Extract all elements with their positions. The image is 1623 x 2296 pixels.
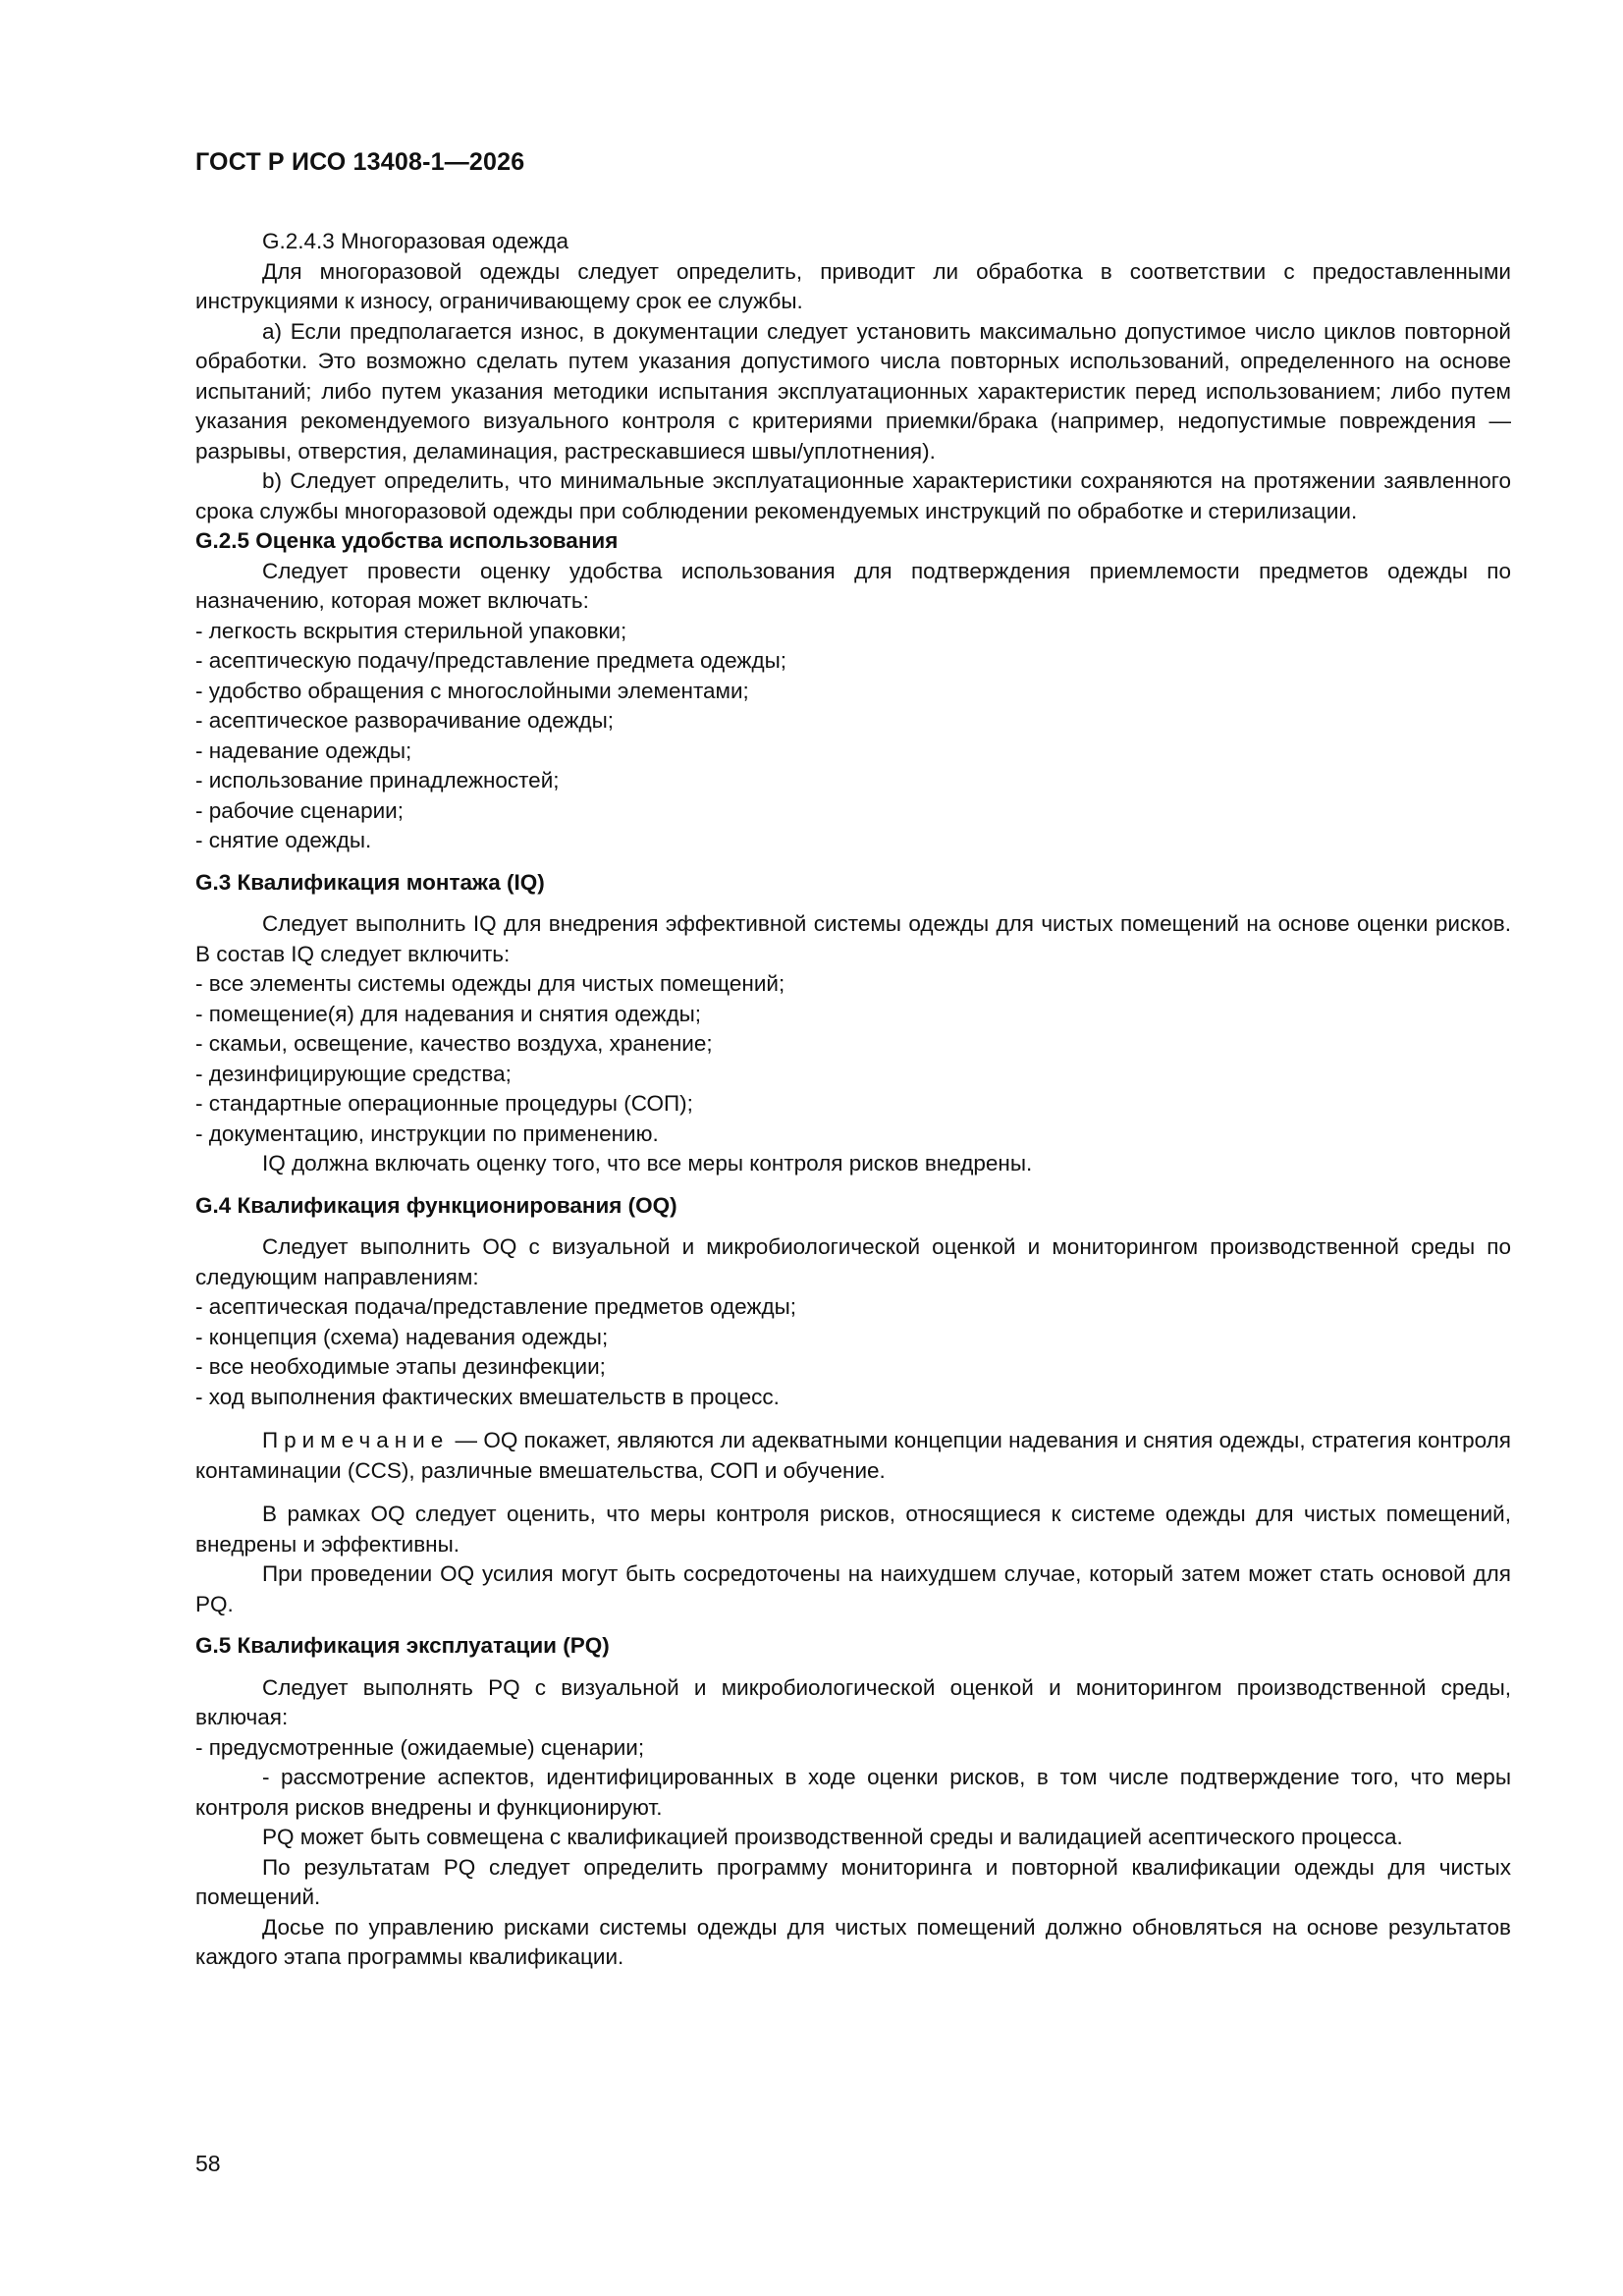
section-heading-oq: G.4 Квалификация функционирования (OQ) [195,1192,677,1218]
paragraph-item-a: a) Если предполагается износ, в документации следует установить максимально допустимое число циклов повторной обработки. Это возможно сделать путем указания допустимого числа повторных использований, определенного на основе испытаний; либо путем указания методики испытания эксплуатационных характеристик перед использованием; либо путем указания рекомендуемого визуального контроля с критериями приемки/брака (например, недопустимые повреждения — разрывы, отверстия, деламинация, растрескавшиеся швы/уплотнения). [195,318,1511,464]
section-heading-usability: G.2.5 Оценка удобства использования [195,528,619,553]
paragraph: По результатам PQ следует определить программу мониторинга и повторной квалификации одежды для чистых помещений. [195,1854,1511,1909]
list-item: - помещение(я) для надевания и снятия одежды; [195,1001,702,1026]
paragraph: Следует выполнять PQ с визуальной и микробиологической оценкой и мониторингом производственной среды, включая: [195,1674,1511,1729]
list-item: - концепция (схема) надевания одежды; [195,1324,609,1349]
list-item: - предусмотренные (ожидаемые) сценарии; [195,1734,645,1760]
list-item: - снятие одежды. [195,828,372,852]
paragraph: Следует провести оценку удобства использования для подтверждения приемлемости предметов одежды по назначению, которая может включать: [195,558,1511,613]
list-item: - документацию, инструкции по применению. [195,1121,659,1146]
paragraph: PQ может быть совмещена с квалификацией производственной среды и валидацией асептического процесса. [262,1825,1403,1849]
paragraph: В рамках OQ следует оценить, что меры контроля рисков, относящиеся к системе одежды для чистых помещений, внедрены и эффективны. [195,1502,1511,1557]
paragraph: Следует выполнить IQ для внедрения эффективной системы одежды для чистых помещений на основе оценки рисков. В состав IQ следует включить: [195,911,1511,966]
list-item: - использование принадлежностей; [195,768,560,793]
note [195,1426,1511,1486]
paragraph: Для многоразовой одежды следует определить, приводит ли обработка в соответствии с предоставленными инструкциями к износу, ограничивающему срок ее службы. [195,258,1511,313]
note-label: Примечание [262,1428,450,1452]
paragraph: IQ должна включать оценку того, что все меры контроля рисков внедрены. [262,1151,1033,1175]
section-title-reusable-clothing: G.2.4.3 Многоразовая одежда [262,229,569,253]
list-item: - все элементы системы одежды для чистых помещений; [195,971,785,996]
paragraph: Досье по управлению рисками системы одежды для чистых помещений должно обновляться на основе результатов каждого этапа программы квалификации. [195,1914,1511,1969]
list-item: - асептическую подачу/представление предмета одежды; [195,648,787,673]
list-item: - рассмотрение аспектов, идентифицированных в ходе оценки рисков, в том числе подтверждение того, что меры контроля рисков внедрены и функционируют. [195,1765,1511,1820]
section-heading-pq: G.5 Квалификация эксплуатации (PQ) [195,1633,610,1658]
paragraph: При проведении OQ усилия могут быть сосредоточены на наихудшем случае, который затем может стать основой для PQ. [195,1561,1511,1616]
list-item: - ход выполнения фактических вмешательств в процесс. [195,1384,780,1409]
list-item: - все необходимые этапы дезинфекции; [195,1354,606,1379]
page-number: 58 [195,2151,221,2176]
list-item: - асептическое разворачивание одежды; [195,708,615,733]
list-item: - легкость вскрытия стерильной упаковки; [195,618,627,643]
list-item: - скамьи, освещение, качество воздуха, хранение; [195,1031,713,1056]
note-text: — OQ покажет, являются ли адекватными концепции надевания и снятия одежды, стратегия контроля контаминации (CCS), различные вмешательства, СОП и обучение. [195,1428,1511,1483]
list-item: - стандартные операционные процедуры (СОП); [195,1091,693,1116]
list-item: - надевание одежды; [195,738,412,763]
section-heading-iq: G.3 Квалификация монтажа (IQ) [195,869,545,895]
paragraph-item-b: b) Следует определить, что минимальные эксплуатационные характеристики сохраняются на протяжении заявленного срока службы многоразовой одежды при соблюдении рекомендуемых инструкций по обработке и стерилизации. [195,468,1511,523]
list-item: - асептическая подача/представление предметов одежды; [195,1294,797,1319]
document-code-header: ГОСТ Р ИСО 13408-1—2026 [195,148,525,176]
list-item: - рабочие сценарии; [195,797,404,823]
list-item: - удобство обращения с многослойными элементами; [195,678,749,703]
document-body [195,227,1511,1973]
paragraph: Следует выполнить OQ с визуальной и микробиологической оценкой и мониторингом производственной среды по следующим направлениям: [195,1234,1511,1289]
list-item: - дезинфицирующие средства; [195,1061,512,1086]
